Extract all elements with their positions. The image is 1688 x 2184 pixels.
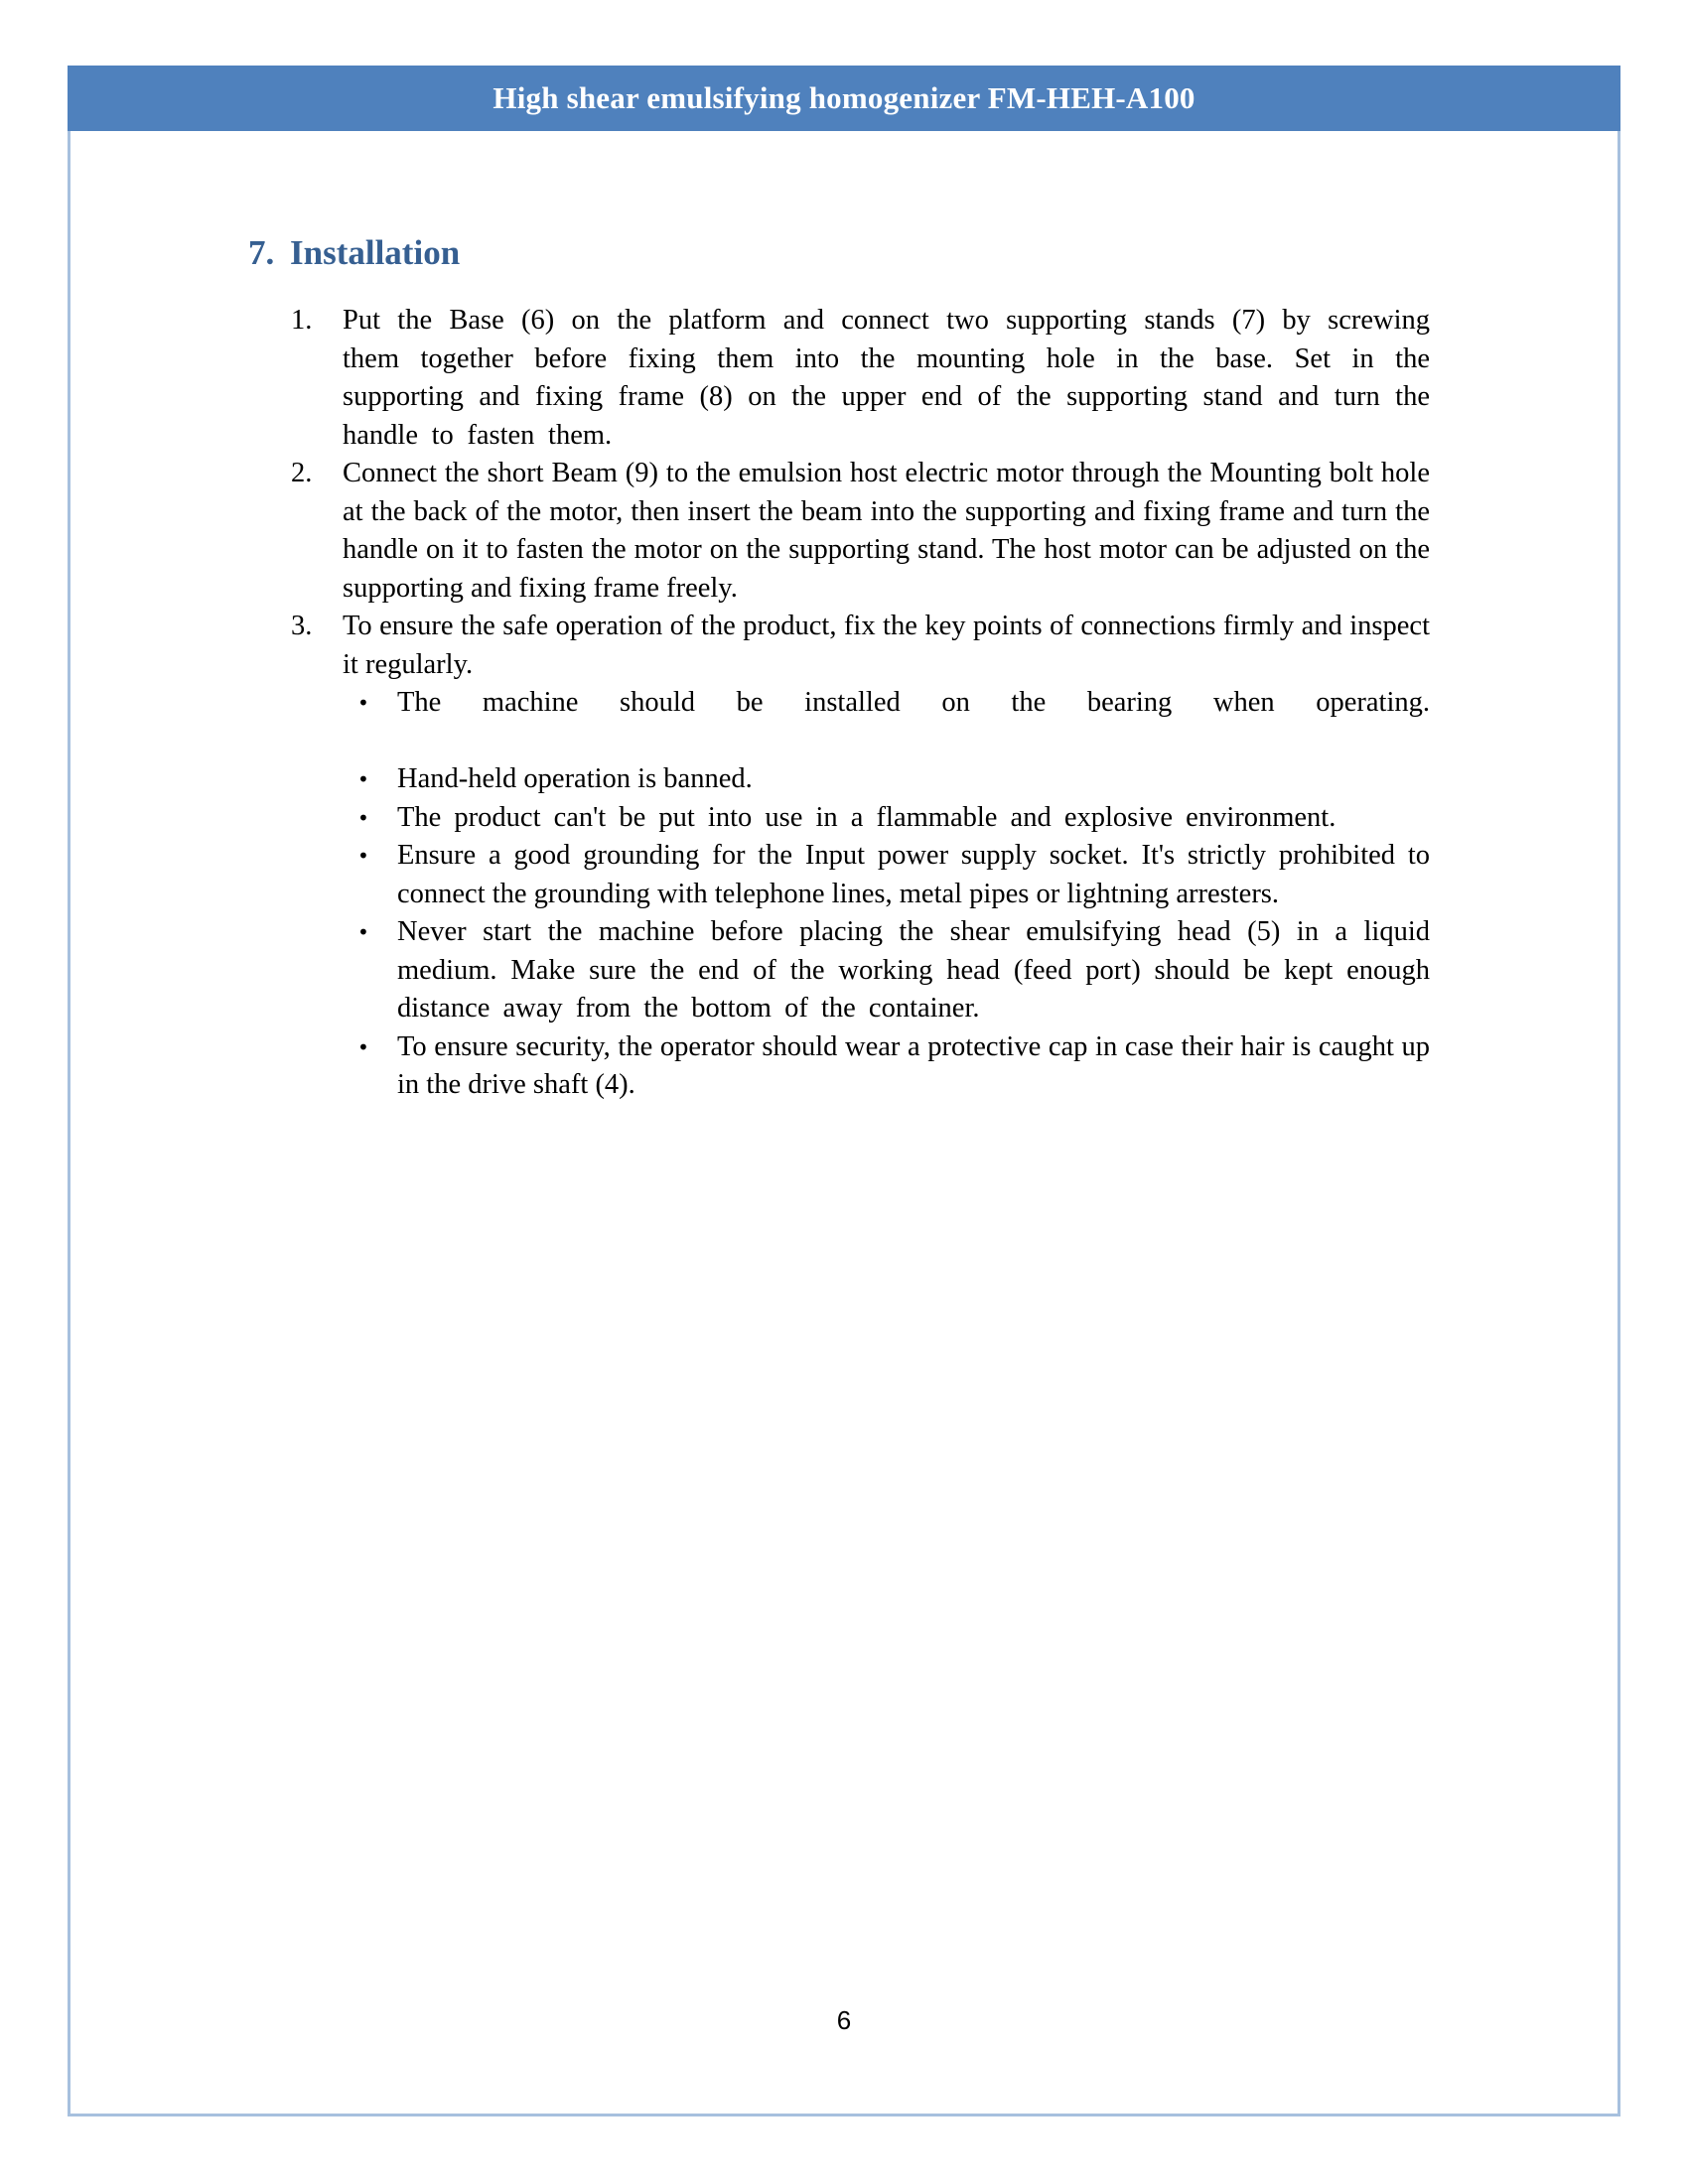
- list-item: [68, 302, 1620, 455]
- list-item-text: To ensure the safe operation of the product, fix the key points of connections firmly and inspect it regularly.: [343, 611, 1430, 680]
- bullet-icon: •: [357, 691, 369, 715]
- bullet-icon: •: [357, 920, 369, 944]
- list-item: [68, 684, 1620, 760]
- list-item-text: Ensure a good grounding for the Input power supply socket. It's strictly prohibited to connect the grounding with telephone lines, metal pipes or lightning arresters.: [397, 840, 1430, 909]
- list-item-text: The product can't be put into use in a flammable and explosive environment.: [397, 801, 1336, 833]
- installation-steps-list: [68, 302, 1620, 684]
- body-content: [68, 302, 1620, 1105]
- document-header-title: High shear emulsifying homogenizer FM-HEH-A100: [492, 80, 1196, 115]
- list-item: [68, 913, 1620, 1028]
- section-heading-title: Installation: [290, 233, 461, 272]
- bullet-icon: •: [357, 805, 369, 830]
- list-item-text: Hand-held operation is banned.: [397, 763, 753, 794]
- bullet-icon: •: [357, 1034, 369, 1059]
- list-item: [68, 455, 1620, 608]
- list-item-text: The machine should be installed on the bearing when operating.: [397, 687, 1430, 718]
- list-item-text: Connect the short Beam (9) to the emulsion host electric motor through the Mounting bolt hole at the back of the motor, then insert the beam into the supporting and fixing frame and turn the handle on it to fasten the motor on the supporting stand. The host motor can be adjusted on the supporting and fixing frame freely.: [343, 458, 1430, 604]
- section-heading-number: 7.: [248, 233, 275, 272]
- document-header-band: [68, 66, 1620, 131]
- list-item: [68, 1028, 1620, 1105]
- list-item: [68, 608, 1620, 684]
- list-item-text: Put the Base (6) on the platform and connect two supporting stands (7) by screwing them together before fixing them into the mounting hole in the base. Set in the supporting and fixing frame (8) on the upper end of the supporting stand and turn the handle to fasten them.: [343, 305, 1430, 451]
- safety-notes-list: [68, 684, 1620, 1105]
- section-heading: [248, 233, 460, 273]
- list-item-text: To ensure security, the operator should wear a protective cap in case their hair is caught up in the drive shaft (4).: [397, 1030, 1430, 1100]
- list-item-text: Never start the machine before placing the shear emulsifying head (5) in a liquid medium. Make sure the end of the working head (feed port) should be kept enough distance away from the bottom of the container.: [397, 916, 1430, 1024]
- list-item-marker: 2.: [291, 458, 313, 488]
- bullet-icon: •: [357, 767, 369, 791]
- bullet-icon: •: [357, 844, 369, 868]
- list-item: [68, 799, 1620, 838]
- list-item: [68, 760, 1620, 799]
- page-content: [68, 131, 1620, 2116]
- list-item-marker: 1.: [291, 305, 313, 336]
- list-item-marker: 3.: [291, 611, 313, 641]
- list-item: [68, 837, 1620, 913]
- page-number: 6: [836, 2005, 852, 2035]
